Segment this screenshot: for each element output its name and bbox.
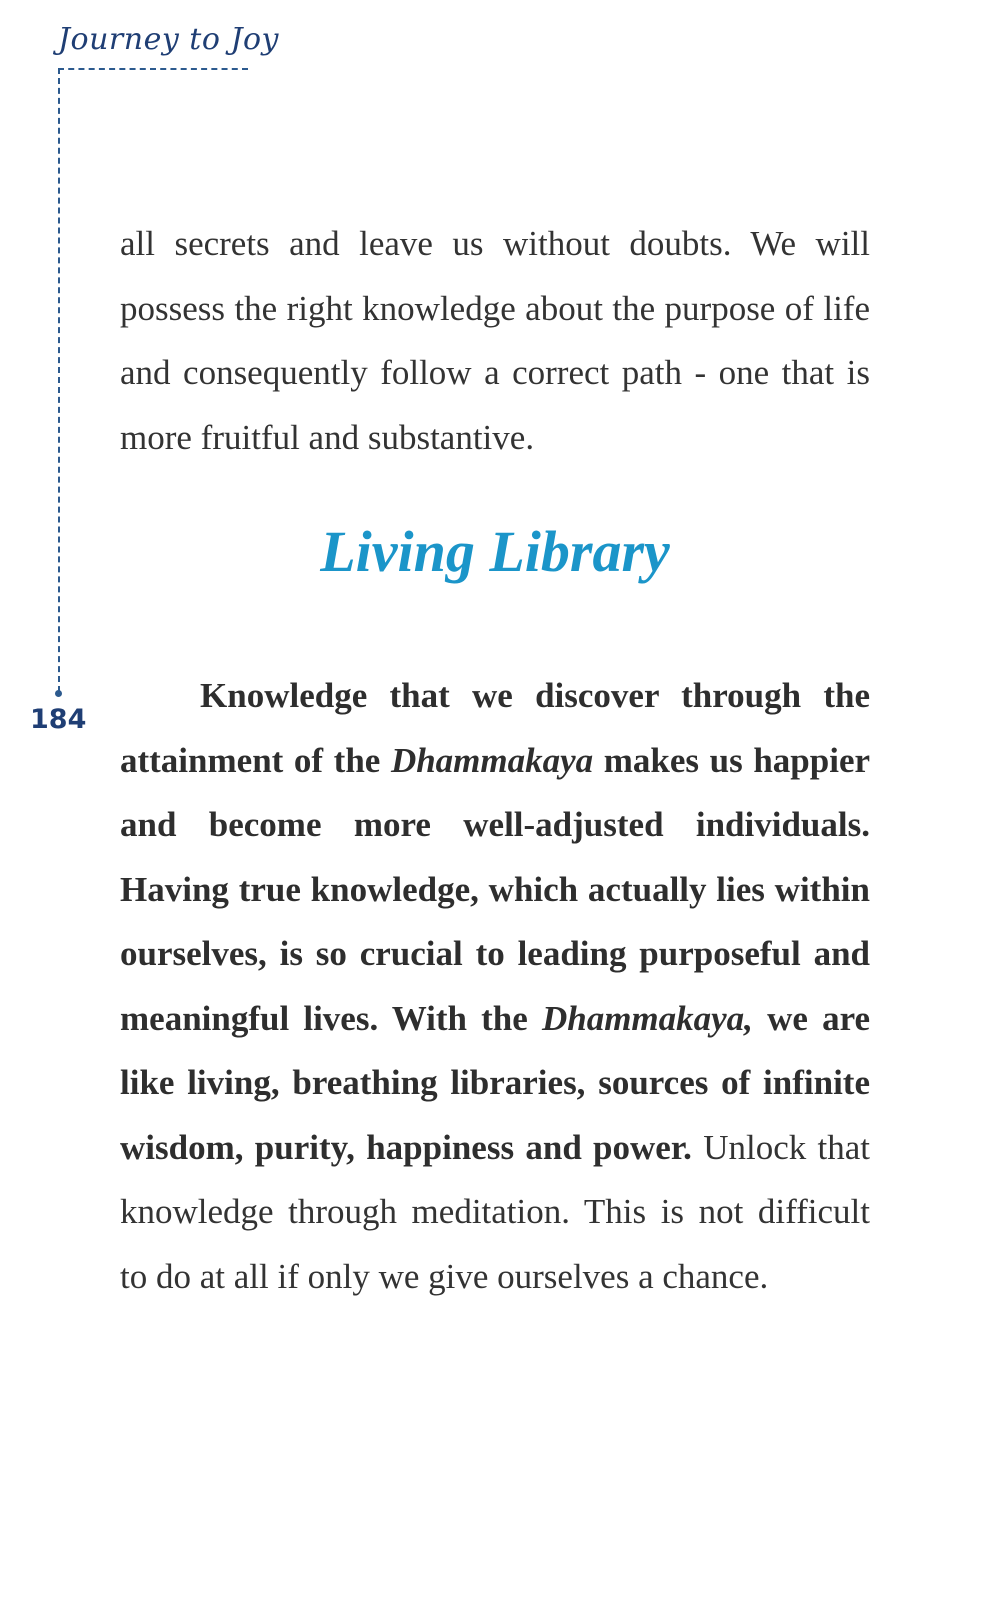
paragraph-continuation: all secrets and leave us without doubts. We will possess the right knowledge about the purpose of life and consequently follow a correct path - one that is more fruitful and substantive.	[120, 224, 870, 457]
header-dashed-rule	[58, 68, 248, 70]
running-header-title: Journey to Joy	[58, 22, 279, 57]
margin-dashed-rule	[58, 68, 60, 692]
bold-text-segment: Knowledge that we discover through the attainment of the Dhammakaya makes us happier and become more well-adjusted individuals. Having true knowledge, which actually lies within ourselves, is so crucial to leading purposeful and meaningful lives. With the Dhammakaya, we are like living, breathing libraries, sources of infinite wisdom, purity, happiness and power.	[120, 676, 871, 1167]
regular-text-segment: Unlock that knowledge through meditation. This is not difficult to do at all if only we give ourselves a chance.	[120, 1127, 870, 1296]
page-number: 184	[30, 704, 87, 735]
italic-term: Dhammakaya,	[541, 998, 753, 1038]
section-heading: Living Library	[320, 519, 670, 584]
margin-rule-endpoint-dot	[55, 690, 62, 697]
paragraph-living-library	[120, 664, 870, 1309]
italic-term: Dhammakaya	[390, 740, 594, 780]
